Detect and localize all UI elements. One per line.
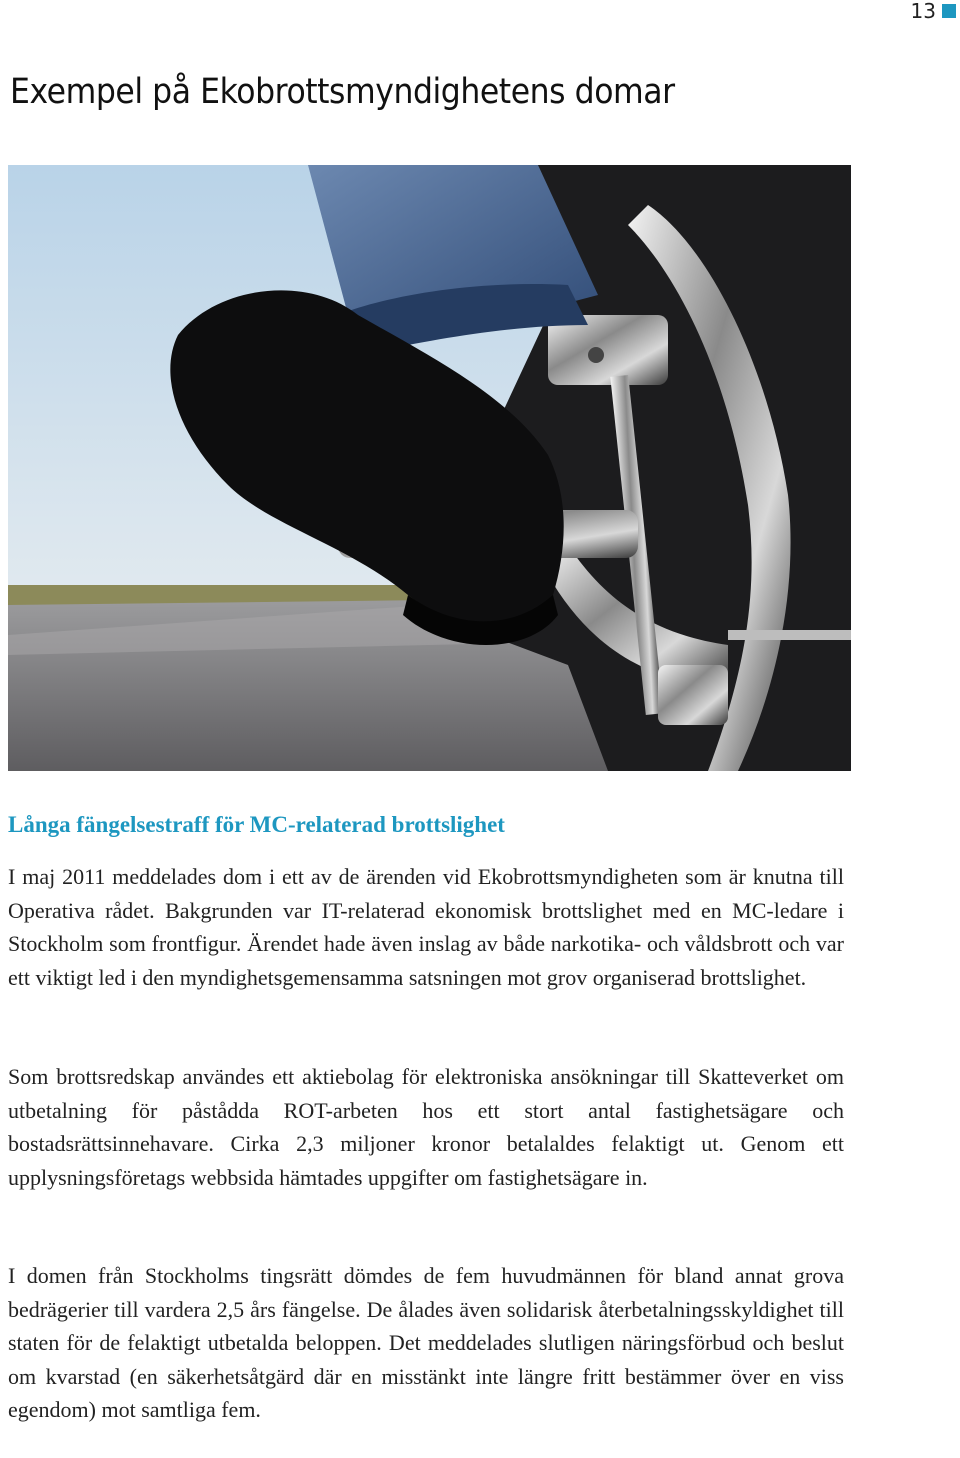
page-marker-square xyxy=(942,4,956,18)
article-paragraph-1: I maj 2011 meddelades dom i ett av de ärenden vid Ekobrottsmyndigheten som är knutna till Operativa rådet. Bakgrunden var IT-relaterad ekonomisk brottslighet med en MC-ledare i Stockholm som frontfigur. Ärendet hade även inslag av både narkotika- och våldsbrott och var ett viktigt led i den myndighetsgemensamma satsningen mot grov organiserad brottslighet. xyxy=(8,864,844,990)
photo-motorcycle-boot-icon xyxy=(8,165,851,771)
article-paragraph-2: Som brottsredskap användes ett aktiebolag för elektroniska ansökningar till Skatteverket om utbetalning för påstådda ROT-arbeten hos ett stort antal fastighetsägare och bostadsrättsinnehavare. Cirka 2,3 miljoner kronor betalaldes felaktigt ut. Genom ett upplysningsföretags webbsida hämtades uppgifter om fastighetsägare in. xyxy=(8,1064,844,1190)
article-paragraph-3: I domen från Stockholms tingsrätt dömdes de fem huvudmännen för bland annat grova bedrägerier till vardera 2,5 års fängelse. De ålades även solidarisk återbetalningsskyldighet till staten för de felaktigt utbetalda beloppen. Det meddelades slutligen näringsförbud och beslut om kvarstad (en säkerhetsåtgärd där en misstänkt inte längre fritt bestämmer över en viss egendom) mot samtliga fem. xyxy=(8,1263,844,1422)
motorcycle-boot-photo xyxy=(8,165,851,771)
page-number: 13 xyxy=(910,0,936,23)
article-subheading: Långa fängelsestraff för MC-relaterad brottslighet xyxy=(8,812,505,837)
page-title: Exempel på Ekobrottsmyndighetens domar xyxy=(10,72,675,112)
